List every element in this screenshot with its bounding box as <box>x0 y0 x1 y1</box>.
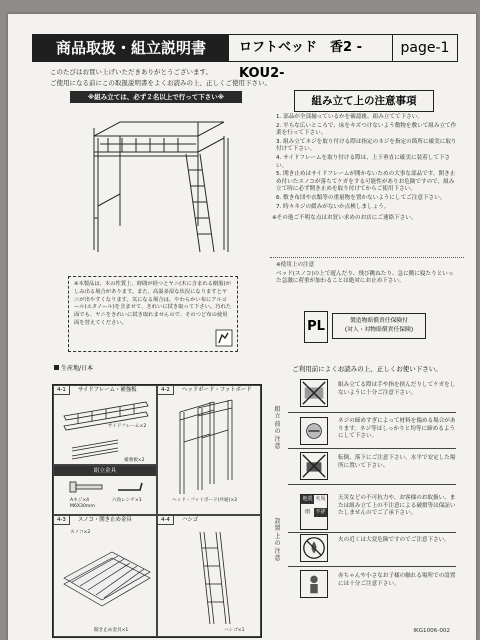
no-fire-icon <box>300 534 328 562</box>
icon-note-4: 天災などの不可抗力や、お客様のお取扱い、または組み立て上の不注意による破損等は保証いたしませんのでご了承下さい。 <box>338 495 456 517</box>
parts-cell-side-frame <box>53 385 157 465</box>
pl-insurance-box <box>332 313 426 339</box>
intro-line-1: このたびはお買い上げいただきありがとうございます。 <box>50 68 212 76</box>
disaster-icon <box>300 494 328 530</box>
finger-pinch-icon <box>300 379 328 407</box>
wrench-label: 六角レンチ×1 <box>112 498 142 503</box>
slats-label: スノコ×2 <box>70 530 91 535</box>
divider <box>288 566 456 567</box>
note-7: 7. 時々ネジの緩みがないか点検しましょう。 <box>276 203 390 210</box>
parts-grid <box>52 384 262 638</box>
icon-note-2: ネジの締めすぎによって材料を傷める場合があります。ネジ等はしっかりと均等に締めるようにして下さい。 <box>338 418 456 440</box>
divider <box>270 257 464 258</box>
note-3: 3. 組み立てネジを取り付ける際は指定のネジを指定の箇所に確実に取り付けて下さい。 <box>276 138 457 153</box>
origin-label: 生産地/日本 <box>54 365 93 373</box>
divider <box>288 448 456 449</box>
side-frame-label: サイドフレーム×2 <box>108 424 147 429</box>
assembly-notes-title: 組み立て上の注意事項 <box>294 90 434 112</box>
bolt-drawing <box>68 478 108 496</box>
resin-caution-box <box>68 276 238 352</box>
page-number: page-1 <box>400 40 450 56</box>
model-name: ロフトベッド 香2 -KOU2- <box>229 35 393 61</box>
icon-note-6: 赤ちゃんや小さなお子様の触れる場所での設置には十分ご注意下さい。 <box>338 573 456 587</box>
part-title: ヘッドボード・フットボード <box>182 387 252 393</box>
part-number: 4-3 <box>54 516 70 525</box>
note-1: 1. 部品が全部揃っているかを確認後、組み立てて下さい。 <box>276 114 423 120</box>
usage-caution <box>276 262 458 287</box>
pl-insurance <box>304 309 426 347</box>
ladder-drawing <box>188 530 238 626</box>
note-5: 5. 開き止めはサイドフレームが開かないための大事な部品です。開き止め付いたスノコが落ちてケガをする可能性がありお危険ですので、組み立て時に必ず開き止めを取り付けてからご使用下さい。 <box>276 171 456 193</box>
side-label-install: 設置上の注意 <box>274 518 281 563</box>
parts-cell-ladder <box>157 515 261 637</box>
loft-bed-illustration <box>78 108 248 258</box>
notes-footer: ※その他ご不明な点はお買い求めのお店にご連絡下さい。 <box>272 215 417 222</box>
divider <box>288 412 456 413</box>
icon-note-1: 組み立てる際は手や指を挟んだりしてケガをしないように十分ご注意下さい。 <box>338 382 456 396</box>
part-title: スノコ・開き止め金具 <box>78 517 132 523</box>
icon-note-5: 火の近くは大変危険ですのでご注意下さい。 <box>338 537 450 543</box>
document-code: IKG1006-002 <box>413 628 450 634</box>
hardware-cell <box>53 465 157 515</box>
icon-note-3: 転倒、落下にご注意下さい。水平で安定した場所に置いて下さい。 <box>338 455 456 469</box>
bolt-spec: M6X30mm <box>70 504 95 509</box>
child-caution-icon <box>300 570 328 598</box>
pl-line-2: (対人・対物賠償責任保険) <box>344 326 414 333</box>
warning-bar: ※組み立ては、必ず２名以上で行って下さい※ <box>70 91 242 103</box>
instruction-sheet <box>8 14 476 640</box>
disaster-unknown: 不詳 <box>315 509 326 515</box>
note-4: 4. サイドフレームを取り付ける際は、上下垂直に確実に装着して下さい。 <box>276 154 451 169</box>
reinforcement-label: 補強板×2 <box>124 458 145 463</box>
divider <box>288 532 456 533</box>
latch-label: 開き止め金具×1 <box>94 628 129 633</box>
read-before-use: ご利用前によくお読みの上、正しくお使い下さい。 <box>292 365 442 373</box>
screw-overtighten-icon <box>300 417 328 445</box>
part-number: 4-4 <box>158 516 174 525</box>
head-foot-board-drawing <box>172 398 248 496</box>
part-number: 4-2 <box>158 386 174 395</box>
head-foot-board-label: ヘッド・フットボード(共通)×2 <box>172 498 238 503</box>
note-6: 6. 敷き布団や衣類等の重量物を置かないようにしてご注意下さい。 <box>276 194 446 201</box>
part-title: ハシゴ <box>182 517 199 523</box>
divider <box>288 484 456 485</box>
parts-cell-slats <box>53 515 157 637</box>
resin-caution-text: ※本製品は、木の性質上、時間が経つとヤニ(木に含まれる樹脂)がしみ出る場合があります。また、高温多湿な状況になりますとヤニが出やすくなります。気になる場合は、やわらかい布にアルコール(エタノール)を含ませて、きれいに拭き取って下さい。汚れた面でも、ヤニをきれいに拭き取れませんので、そのつど布の使用面を替えてください。 <box>74 281 232 326</box>
intro-line-2: ご使用になる前にこの取扱説明書をよくお読みの上、正しくご使用下さい。 <box>50 79 271 87</box>
disaster-quake: 地震 <box>302 496 313 502</box>
bolt-label: Aネジ×4 <box>70 498 90 503</box>
note-2: 2. 平らな広いところで、床をキズつけないよう敷物を敷いて組み立て作業を行って下さい。 <box>276 122 457 137</box>
part-title: サイドフレーム・補強板 <box>78 387 137 393</box>
slats-drawing <box>60 538 154 612</box>
usage-title: ※使用上の注意 <box>276 262 315 268</box>
side-label-before: 組立前の注意 <box>274 406 281 451</box>
ladder-label: ハシゴ×1 <box>224 628 245 633</box>
part-number: 4-1 <box>54 386 70 395</box>
wipe-icon <box>215 329 233 347</box>
page-title: 商品取扱・組立説明書 <box>33 35 229 61</box>
disaster-fire: 火災 <box>315 496 326 502</box>
pl-line-1: 製造物賠償責任保険付 <box>350 318 408 324</box>
disaster-rain: 雨 <box>304 509 310 515</box>
assembly-notes <box>272 114 458 224</box>
usage-text: ベッド(スノコ)の上で遊んだり、飛び跳ねたり、急に側に寝たりといった急激に荷重が加わることは絶対にお止め下さい。 <box>276 270 454 285</box>
hardware-title: 組立金具 <box>54 466 156 476</box>
hex-wrench-drawing <box>116 480 146 494</box>
tip-over-icon <box>300 452 328 480</box>
parts-cell-head-foot-board <box>157 385 261 515</box>
pl-logo: PL <box>304 311 328 343</box>
intro-text <box>50 67 271 89</box>
